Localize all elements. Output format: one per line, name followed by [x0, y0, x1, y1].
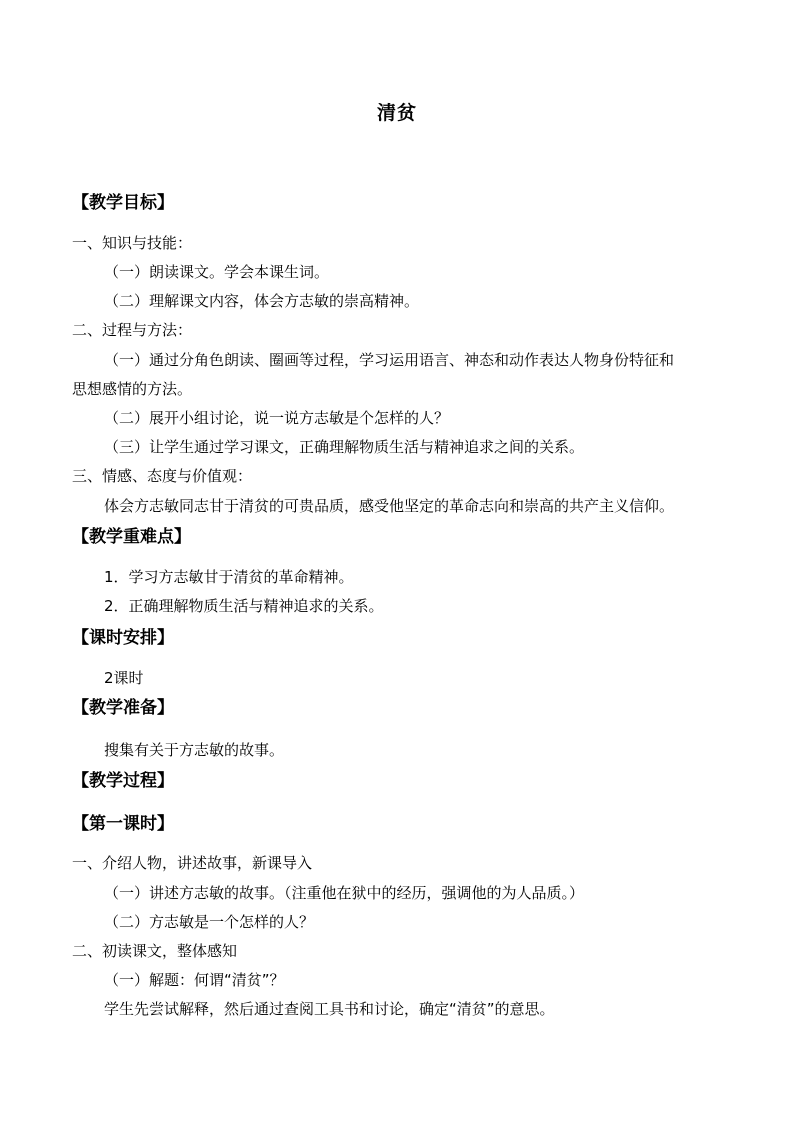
preparation-text: 搜集有关于方志敏的故事。 — [104, 741, 285, 759]
key-points-item2: 2．正确理解物质生活与精神追求的关系。 — [104, 597, 384, 615]
process-step2: 二、初读课文，整体感知 — [72, 942, 238, 960]
schedule-text: 2课时 — [104, 669, 144, 687]
objectives-part1-item1: （一）朗读课文。学会本课生词。 — [104, 263, 330, 281]
objectives-part2-item1-line2: 思想感情的方法。 — [72, 380, 193, 398]
objectives-part3-text: 体会方志敏同志甘于清贫的可贵品质，感受他坚定的革命志向和崇高的共产主义信仰。 — [104, 497, 675, 515]
process-step1-item2: （二）方志敏是一个怎样的人？ — [104, 913, 315, 931]
objectives-part2: 二、过程与方法： — [72, 321, 193, 339]
document-title: 清贫 — [376, 102, 417, 124]
objectives-heading: 【教学目标】 — [72, 193, 174, 213]
objectives-part2-item1-line1: （一）通过分角色朗读、圈画等过程，学习运用语言、神态和动作表达人物身份特征和 — [104, 351, 675, 369]
process-step1-item1: （一）讲述方志敏的故事。（注重他在狱中的经历，强调他的为人品质。） — [104, 884, 585, 902]
objectives-part1: 一、知识与技能： — [72, 234, 193, 252]
process-step1: 一、介绍人物，讲述故事，新课导入 — [72, 854, 313, 872]
process-step2-item1: （一）解题：何谓“清贫”？ — [104, 971, 285, 989]
process-heading: 【教学过程】 — [72, 771, 174, 791]
objectives-part3: 三、情感、态度与价值观： — [72, 467, 253, 485]
schedule-heading: 【课时安排】 — [72, 628, 174, 648]
key-points-heading: 【教学重难点】 — [72, 527, 191, 547]
objectives-part1-item2: （二）理解课文内容，体会方志敏的崇高精神。 — [104, 292, 420, 310]
objectives-part2-item2: （二）展开小组讨论，说一说方志敏是个怎样的人？ — [104, 409, 450, 427]
process-step2-text: 学生先尝试解释，然后通过查阅工具书和讨论，确定“清贫”的意思。 — [104, 1000, 555, 1018]
preparation-heading: 【教学准备】 — [72, 698, 174, 718]
key-points-item1: 1．学习方志敏甘于清贫的革命精神。 — [104, 568, 354, 586]
first-lesson-heading: 【第一课时】 — [72, 814, 174, 834]
objectives-part2-item3: （三）让学生通过学习课文，正确理解物质生活与精神追求之间的关系。 — [104, 438, 585, 456]
